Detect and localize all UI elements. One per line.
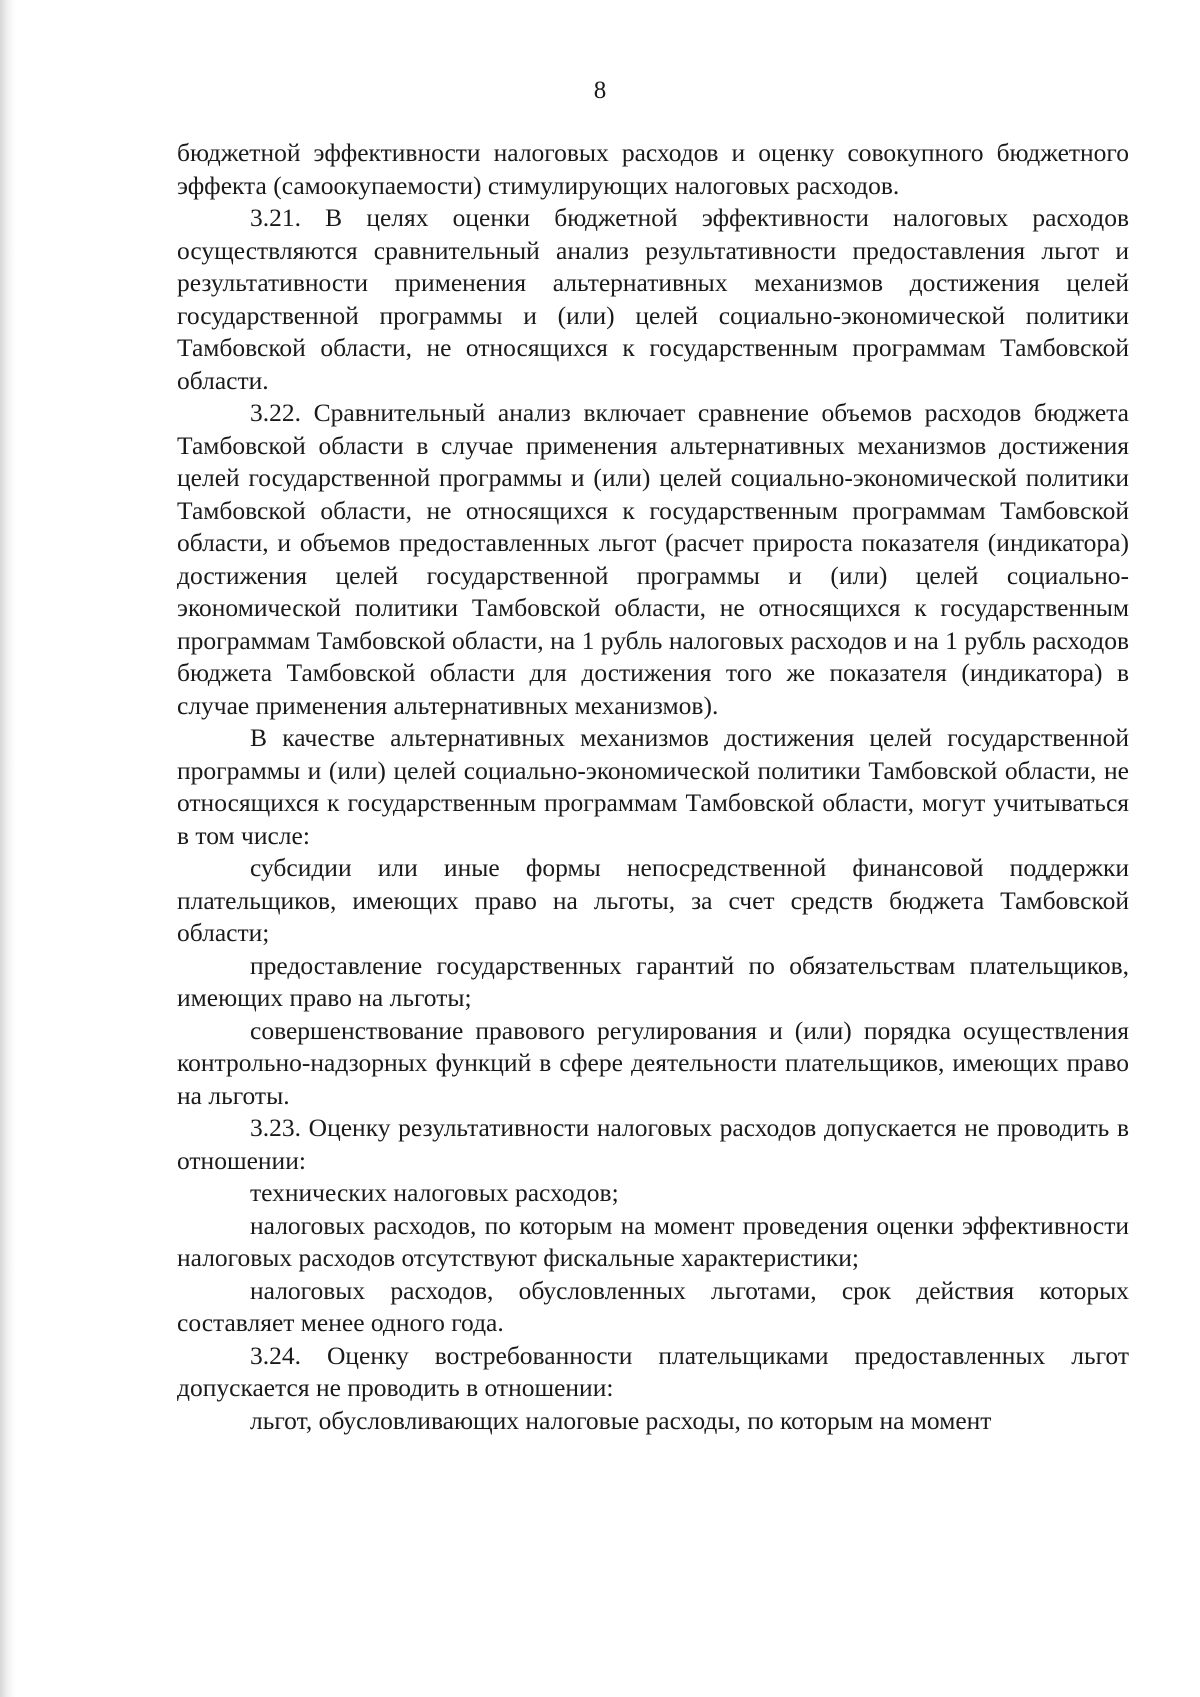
page-number: 8 [593,77,607,104]
list-item-last: льгот, обусловливающих налоговые расходы, по которым на момент [250,1405,992,1435]
list-item-technical: технических налоговых расходов; [250,1178,619,1207]
paragraph-continuation: бюджетной эффективности налоговых расходов и оценку совокупного бюджетного эффекта (самоокупаемости) стимулирующих налоговых расходов. [177,138,1129,200]
paragraph-3-24: 3.24. Оценку востребованности плательщиками предоставленных льгот допускается не проводить в отношении: [177,1340,1129,1402]
list-item-short-term: налоговых расходов, обусловленных льготами, срок действия которых составляет менее одного года. [177,1275,1129,1337]
paragraph-3-22: 3.22. Сравнительный анализ включает сравнение объемов расходов бюджета Тамбовской области в случае применения альтернативных механизмов достижения целей государственной программы и (или) целей социально-экономической политики Тамбовской области, не относящихся к государственным программам Тамбовской области, и объемов предоставленных льгот (расчет прироста показателя (индикатора) достижения целей государственной программы и (или) целей социально-экономической политики Тамбовской области, не относящихся к государственным программам Тамбовской области, на 1 рубль налоговых расходов и на 1 рубль расходов бюджета Тамбовской области для достижения того же показателя (индикатора) в случае применения альтернативных механизмов). [177,398,1129,720]
paragraph-3-21: 3.21. В целях оценки бюджетной эффективности налоговых расходов осуществляются сравнительный анализ результативности предоставления льгот и результативности применения альтернативных механизмов достижения целей государственной программы и (или) целей социально-экономической политики Тамбовской области, не относящихся к государственным программам Тамбовской области. [177,203,1129,395]
document-body [177,137,1129,1437]
list-item-regulation: совершенствование правового регулирования и (или) порядка осуществления контрольно-надзорных функций в сфере деятельности плательщиков, имеющих право на льготы. [177,1015,1129,1110]
paragraph-alternatives: В качестве альтернативных механизмов достижения целей государственной программы и (или) целей социально-экономической политики Тамбовской области, не относящихся к государственным программам Тамбовской области, могут учитываться в том числе: [177,723,1129,850]
paragraph-3-23: 3.23. Оценку результативности налоговых расходов допускается не проводить в отношении: [177,1113,1129,1175]
list-item-no-fiscal: налоговых расходов, по которым на момент проведения оценки эффективности налоговых расходов отсутствуют фискальные характеристики; [177,1210,1129,1272]
list-item-subsidies: субсидии или иные формы непосредственной финансовой поддержки плательщиков, имеющих право на льготы, за счет средств бюджета Тамбовской области; [177,853,1129,947]
list-item-guarantees: предоставление государственных гарантий по обязательствам плательщиков, имеющих право на льготы; [177,950,1129,1012]
scan-edge-shadow [0,0,16,1697]
